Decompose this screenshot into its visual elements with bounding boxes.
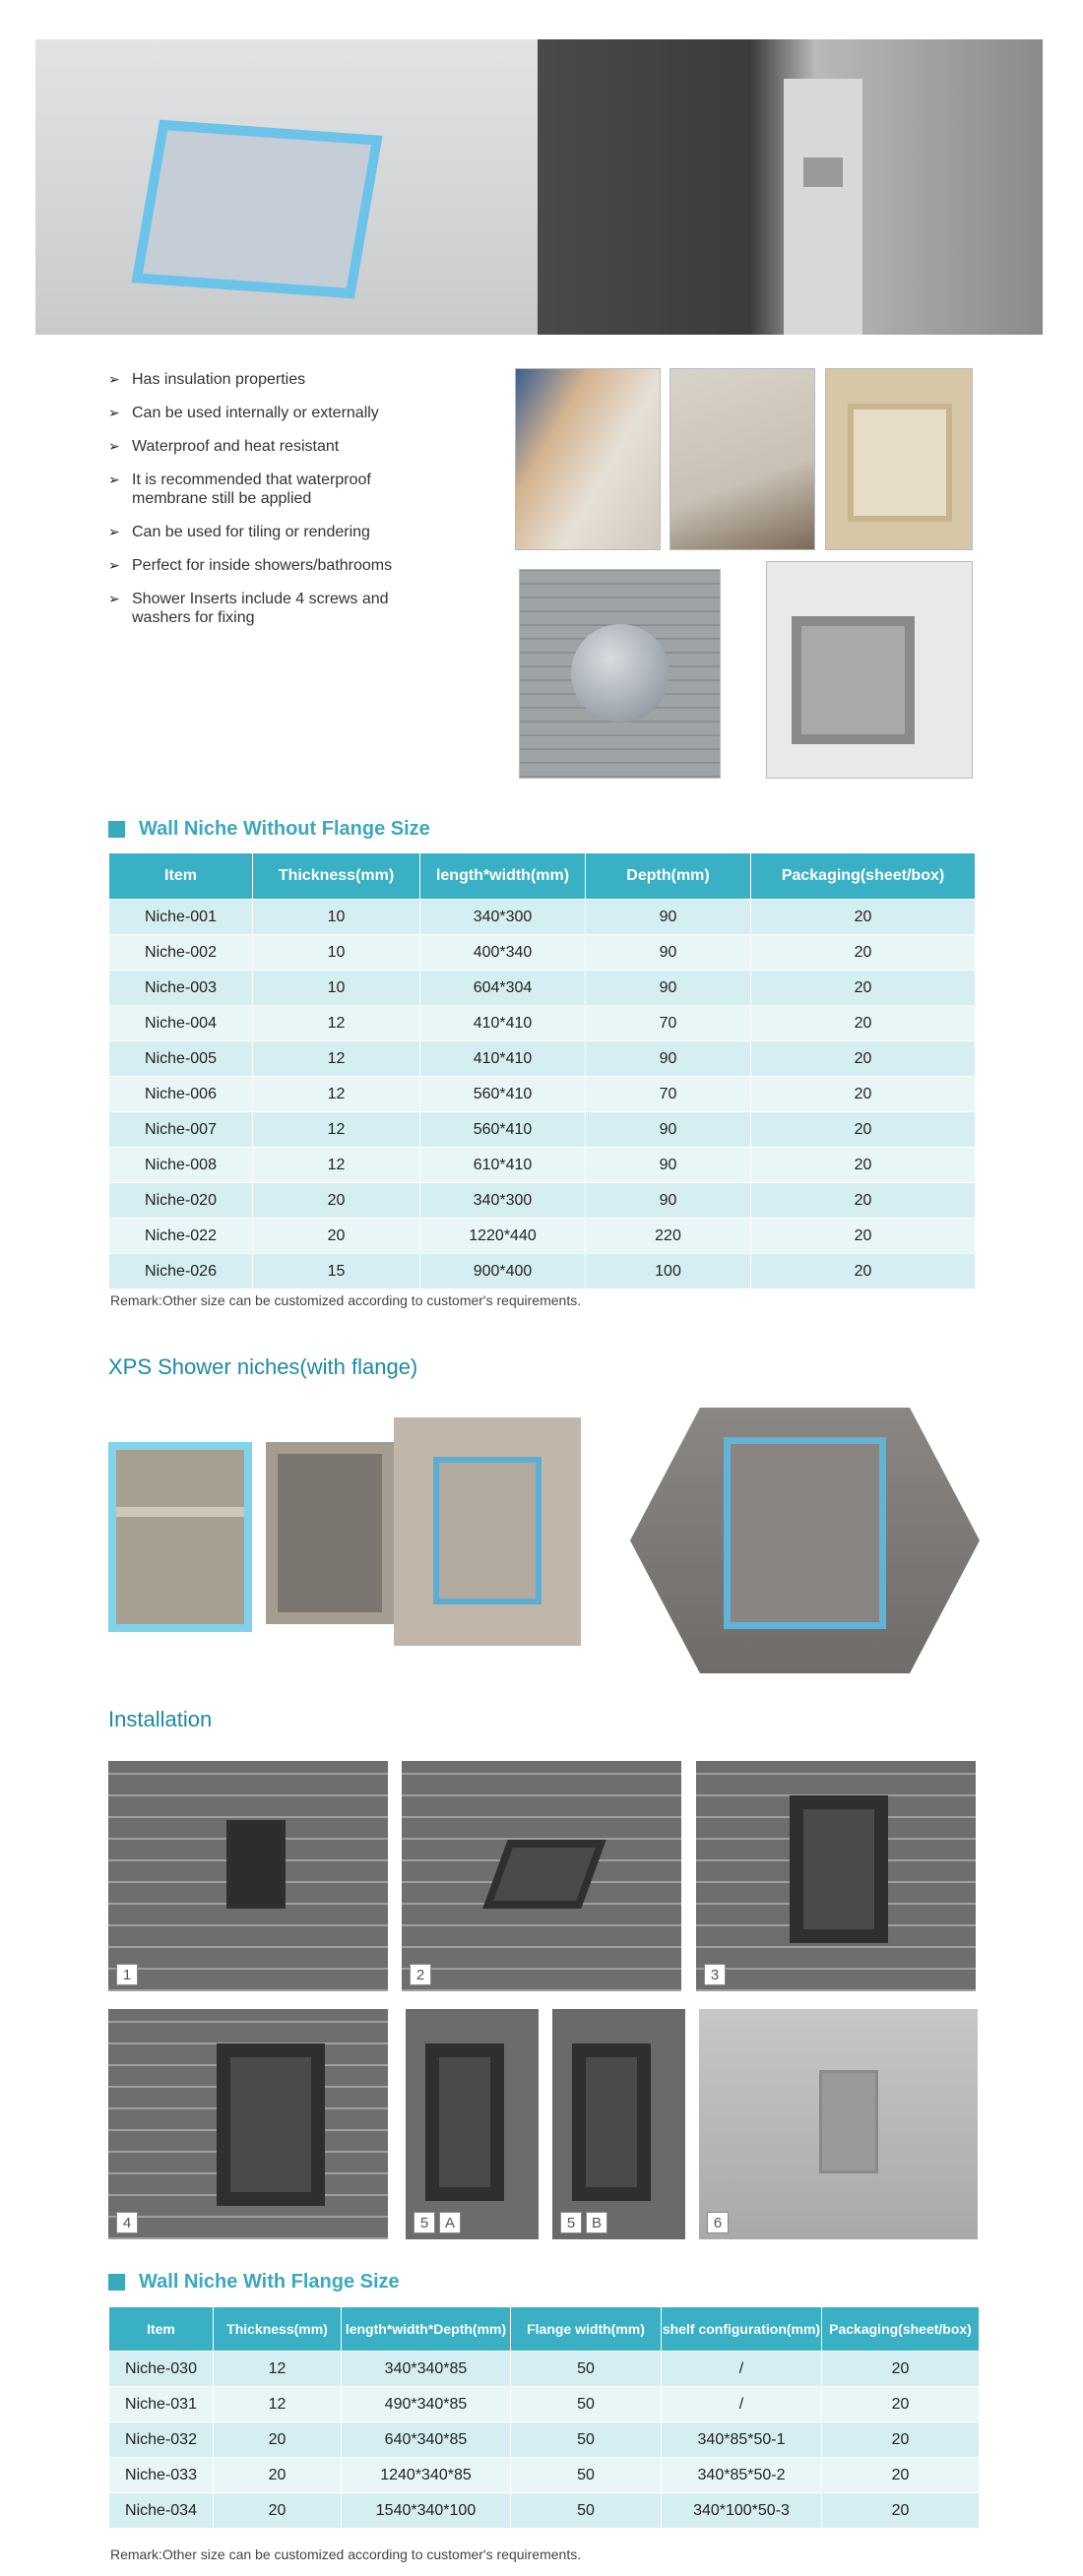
- arrow-bullet-icon: ➢: [108, 471, 120, 487]
- table-cell: 12: [253, 1041, 420, 1077]
- square-marker-icon: [108, 821, 125, 838]
- table-cell: Niche-004: [109, 1006, 253, 1041]
- column-header: Thickness(mm): [253, 853, 420, 900]
- table-row: [109, 1219, 976, 1254]
- installation-heading: Installation: [108, 1707, 213, 1731]
- feature-item: ➢ Has insulation properties: [108, 371, 306, 388]
- table-cell: 12: [253, 1112, 420, 1148]
- table-cell: 70: [586, 1006, 751, 1041]
- table-cell: 400*340: [420, 935, 586, 971]
- table-cell: 20: [751, 1219, 976, 1254]
- table-row: [109, 2493, 980, 2529]
- table-cell: 340*85*50-2: [662, 2458, 822, 2493]
- remark-text: Remark:Other size can be customized according to customer's requirements.: [110, 1292, 582, 1308]
- table-cell: 20: [751, 1183, 976, 1219]
- column-header: Packaging(sheet/box): [751, 853, 976, 900]
- table-cell: 220: [586, 1219, 751, 1254]
- column-header: Depth(mm): [586, 853, 751, 900]
- flanged-niche-flat-image: [394, 1417, 581, 1646]
- column-header: Flange width(mm): [511, 2307, 662, 2352]
- table-cell: 20: [751, 935, 976, 971]
- table-cell: 50: [511, 2422, 662, 2458]
- step-number: 5: [414, 2212, 435, 2233]
- wall-cutout: [226, 1820, 286, 1909]
- table-cell: 10: [253, 900, 420, 935]
- table-cell: 50: [511, 2458, 662, 2493]
- table-cell: 20: [751, 1254, 976, 1289]
- table-cell: 20: [214, 2493, 342, 2529]
- table-cell: Niche-031: [109, 2387, 214, 2422]
- install-photo-drilling: [669, 368, 815, 550]
- arrow-bullet-icon: ➢: [108, 405, 120, 420]
- feature-item: ➢ Perfect for inside showers/bathrooms: [108, 557, 393, 574]
- table-cell: 10: [253, 935, 420, 971]
- niche-box: [792, 616, 915, 744]
- table-cell: 12: [253, 1006, 420, 1041]
- table-row: [109, 1077, 976, 1112]
- table-row: [109, 2458, 980, 2493]
- feature-list: [108, 370, 482, 642]
- niche-core: [433, 1457, 542, 1604]
- table-cell: Niche-034: [109, 2493, 214, 2529]
- table-cell: 610*410: [420, 1148, 586, 1183]
- column-header: shelf configuration(mm): [662, 2307, 822, 2352]
- table-cell: Niche-006: [109, 1077, 253, 1112]
- double-shelf-niche-image: [108, 1442, 252, 1632]
- screw-washer-photo: [519, 569, 721, 779]
- table-cell: /: [662, 2387, 822, 2422]
- step-letter: A: [439, 2212, 461, 2233]
- table-cell: 20: [253, 1219, 420, 1254]
- column-header: length*width*Depth(mm): [342, 2307, 511, 2352]
- square-marker-icon: [108, 2274, 125, 2291]
- table-cell: 20: [214, 2422, 342, 2458]
- niche-insert: [572, 2043, 651, 2201]
- table-cell: 410*410: [420, 1006, 586, 1041]
- step-number: 5: [560, 2212, 582, 2233]
- table-cell: 340*100*50-3: [662, 2493, 822, 2529]
- step-number: 2: [410, 1964, 431, 1985]
- table-cell: 90: [586, 1148, 751, 1183]
- feature-item: ➢ Can be used internally or externally: [108, 405, 379, 421]
- table-cell: 1540*340*100: [342, 2493, 511, 2529]
- table-cell: 90: [586, 971, 751, 1006]
- table-cell: Niche-008: [109, 1148, 253, 1183]
- install-step-6: [699, 2009, 978, 2239]
- niche-board-image: [35, 39, 538, 335]
- table-cell: 90: [586, 1112, 751, 1148]
- table-cell: 340*85*50-1: [662, 2422, 822, 2458]
- remark-text: Remark:Other size can be customized according to customer's requirements.: [110, 2546, 582, 2562]
- flange-heading: XPS Shower niches(with flange): [108, 1354, 418, 1379]
- niche-insert: [790, 1795, 888, 1943]
- table-row: [109, 900, 976, 935]
- niche-insert: [482, 1840, 605, 1909]
- arrow-bullet-icon: ➢: [108, 438, 120, 454]
- feature-item: ➢ It is recommended that waterproof membrane still be applied: [108, 471, 371, 507]
- table-cell: 340*340*85: [342, 2352, 511, 2387]
- install-step-4: [108, 2009, 388, 2239]
- table-cell: 560*410: [420, 1112, 586, 1148]
- flanged-niche-angled-image: [630, 1408, 980, 1673]
- table-cell: 20: [751, 1148, 976, 1183]
- table-cell: /: [662, 2352, 822, 2387]
- step-number: 1: [116, 1964, 138, 1985]
- table-cell: 20: [751, 1006, 976, 1041]
- install-step-5a: [406, 2009, 539, 2239]
- table-row: [109, 935, 976, 971]
- table-cell: 90: [586, 1041, 751, 1077]
- niche-insert: [425, 2043, 504, 2201]
- step-number: 6: [707, 2212, 729, 2233]
- table-row: [109, 1006, 976, 1041]
- column-header: Item: [109, 2307, 214, 2352]
- table-cell: 10: [253, 971, 420, 1006]
- table-without-flange: [108, 852, 976, 1289]
- table-with-flange: [108, 2306, 980, 2529]
- table-row: [109, 2387, 980, 2422]
- table-cell: 410*410: [420, 1041, 586, 1077]
- arrow-bullet-icon: ➢: [108, 524, 120, 539]
- table-cell: 90: [586, 935, 751, 971]
- table-cell: Niche-030: [109, 2352, 214, 2387]
- table-cell: 20: [751, 971, 976, 1006]
- install-step-1: [108, 1761, 388, 1991]
- table-cell: 20: [751, 1112, 976, 1148]
- feature-item: ➢ Waterproof and heat resistant: [108, 438, 340, 455]
- table-cell: 12: [214, 2352, 342, 2387]
- section-heading-with-flange: Wall Niche With Flange Size: [108, 2271, 400, 2293]
- hero-banner: [35, 39, 1043, 335]
- niche-box-photo: [766, 561, 973, 779]
- table-cell: 12: [253, 1077, 420, 1112]
- column-header: Thickness(mm): [214, 2307, 342, 2352]
- table-cell: Niche-026: [109, 1254, 253, 1289]
- table-cell: 490*340*85: [342, 2387, 511, 2422]
- section-heading-without-flange: Wall Niche Without Flange Size: [108, 818, 430, 841]
- table-cell: 20: [822, 2493, 980, 2529]
- table-cell: 20: [751, 1077, 976, 1112]
- table-cell: 50: [511, 2387, 662, 2422]
- table-cell: 20: [822, 2352, 980, 2387]
- table-cell: 90: [586, 1183, 751, 1219]
- column-header: Item: [109, 853, 253, 900]
- niche-with-bottles-photo: [825, 368, 973, 550]
- table-cell: Niche-022: [109, 1219, 253, 1254]
- tiled-wall: [784, 79, 862, 335]
- table-row: [109, 2422, 980, 2458]
- install-step-2: [402, 1761, 681, 1991]
- table-cell: 900*400: [420, 1254, 586, 1289]
- tiled-niche: [819, 2070, 878, 2173]
- table-cell: 560*410: [420, 1077, 586, 1112]
- arrow-bullet-icon: ➢: [108, 371, 120, 387]
- bathroom-photo: [538, 39, 1043, 335]
- table-cell: 20: [822, 2422, 980, 2458]
- table-cell: Niche-032: [109, 2422, 214, 2458]
- install-step-5b: [552, 2009, 685, 2239]
- table-row: [109, 971, 976, 1006]
- table-cell: 70: [586, 1077, 751, 1112]
- table-cell: 100: [586, 1254, 751, 1289]
- table-cell: 90: [586, 900, 751, 935]
- niche-insert: [217, 2043, 325, 2206]
- table-cell: 12: [253, 1148, 420, 1183]
- column-header: length*width(mm): [420, 853, 586, 900]
- table-cell: 20: [253, 1183, 420, 1219]
- table-cell: 20: [214, 2458, 342, 2493]
- table-cell: 20: [822, 2458, 980, 2493]
- table-cell: Niche-007: [109, 1112, 253, 1148]
- table-cell: Niche-033: [109, 2458, 214, 2493]
- arrow-bullet-icon: ➢: [108, 557, 120, 573]
- column-header: Packaging(sheet/box): [822, 2307, 980, 2352]
- feature-item: ➢ Can be used for tiling or rendering: [108, 524, 370, 540]
- washer-icon: [571, 624, 669, 723]
- table-row: [109, 1254, 976, 1289]
- table-cell: Niche-005: [109, 1041, 253, 1077]
- feature-item: ➢ Shower Inserts include 4 screws and washers for fixing: [108, 591, 389, 626]
- niche-core: [724, 1437, 886, 1629]
- table-cell: Niche-003: [109, 971, 253, 1006]
- table-row: [109, 2352, 980, 2387]
- table-cell: 1240*340*85: [342, 2458, 511, 2493]
- table-row: [109, 1183, 976, 1219]
- shelf-divider: [116, 1507, 244, 1517]
- table-cell: 20: [751, 900, 976, 935]
- table-cell: Niche-020: [109, 1183, 253, 1219]
- arrow-bullet-icon: ➢: [108, 591, 120, 606]
- single-niche-image: [266, 1442, 394, 1624]
- table-cell: 640*340*85: [342, 2422, 511, 2458]
- unfolded-niche-board: [131, 120, 382, 299]
- table-cell: 50: [511, 2352, 662, 2387]
- table-cell: 340*300: [420, 1183, 586, 1219]
- install-photo-pressing: [515, 368, 661, 550]
- table-cell: 20: [751, 1041, 976, 1077]
- step-letter: B: [586, 2212, 607, 2233]
- table-cell: 50: [511, 2493, 662, 2529]
- table-row: [109, 1041, 976, 1077]
- table-row: [109, 1148, 976, 1183]
- table-cell: 340*300: [420, 900, 586, 935]
- table-row: [109, 1112, 976, 1148]
- step-number: 4: [116, 2212, 138, 2233]
- table-cell: 12: [214, 2387, 342, 2422]
- table-cell: Niche-002: [109, 935, 253, 971]
- table-cell: Niche-001: [109, 900, 253, 935]
- table-cell: 1220*440: [420, 1219, 586, 1254]
- install-step-3: [696, 1761, 976, 1991]
- niche-shelf: [803, 157, 843, 187]
- table-cell: 15: [253, 1254, 420, 1289]
- table-cell: 20: [822, 2387, 980, 2422]
- step-number: 3: [704, 1964, 726, 1985]
- table-cell: 604*304: [420, 971, 586, 1006]
- niche-interior: [848, 404, 952, 522]
